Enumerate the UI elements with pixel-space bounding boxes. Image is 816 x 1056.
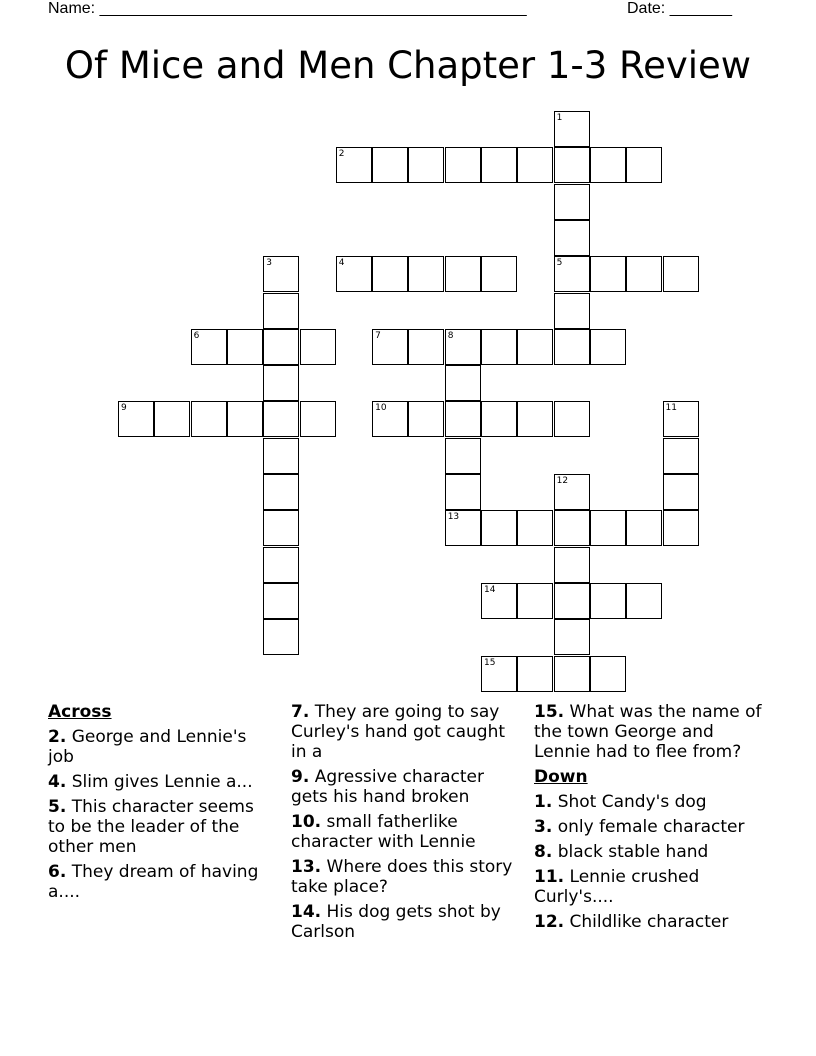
grid-cell[interactable]	[263, 256, 299, 292]
clue-number: 8	[447, 330, 454, 341]
grid-cell[interactable]	[445, 474, 481, 510]
grid-cell[interactable]	[663, 474, 699, 510]
grid-cell[interactable]	[481, 656, 517, 692]
grid-cell[interactable]	[517, 656, 553, 692]
grid-cell[interactable]	[663, 438, 699, 474]
page-title: Of Mice and Men Chapter 1-3 Review	[64, 44, 752, 87]
grid-cell[interactable]	[626, 510, 662, 546]
grid-cell[interactable]	[445, 365, 481, 401]
grid-cell[interactable]	[263, 293, 299, 329]
grid-cell[interactable]	[263, 365, 299, 401]
clue-number: 1	[556, 113, 563, 123]
grid-cell[interactable]	[554, 510, 590, 546]
grid-cell[interactable]	[481, 401, 517, 437]
grid-cell[interactable]	[554, 583, 590, 619]
clue-down-11: 11. Lennie crushed Curly's....	[534, 867, 700, 907]
clue-number: 3	[266, 258, 272, 269]
grid-cell[interactable]	[517, 147, 553, 183]
grid-cell[interactable]	[554, 656, 590, 692]
date-field-label[interactable]: Date: _______	[627, 0, 732, 17]
grid-cell[interactable]	[263, 329, 299, 365]
grid-cell[interactable]	[554, 474, 590, 510]
clue-across-9: 9. Agressive character gets his hand broken	[291, 767, 484, 807]
grid-cell[interactable]	[227, 329, 263, 365]
grid-cell[interactable]	[445, 329, 481, 365]
clues-column-3	[534, 702, 774, 937]
clue-number: 11	[665, 403, 677, 414]
clue-number: 6	[193, 330, 200, 341]
grid-cell[interactable]	[590, 256, 626, 292]
grid-cell[interactable]	[554, 401, 590, 437]
grid-cell[interactable]	[263, 401, 299, 437]
clues-column-1	[48, 702, 273, 907]
grid-cell[interactable]	[408, 329, 444, 365]
grid-cell[interactable]	[590, 510, 626, 546]
grid-cell[interactable]	[554, 256, 590, 292]
grid-cell[interactable]	[191, 401, 227, 437]
grid-cell[interactable]	[554, 547, 590, 583]
grid-cell[interactable]	[626, 147, 662, 183]
grid-cell[interactable]	[372, 147, 408, 183]
clues-column-2	[291, 702, 519, 947]
clue-across-5: 5. This character seems to be the leader of the other men	[48, 797, 254, 857]
grid-cell[interactable]	[336, 147, 372, 183]
grid-cell[interactable]	[517, 401, 553, 437]
grid-cell[interactable]	[590, 147, 626, 183]
grid-cell[interactable]	[263, 583, 299, 619]
clue-number: 12	[556, 476, 569, 486]
clue-number: 14	[484, 584, 496, 595]
grid-cell[interactable]	[481, 510, 517, 546]
name-field-label[interactable]: Name: ________________________________________________	[48, 0, 527, 17]
grid-cell[interactable]	[300, 329, 336, 365]
grid-cell[interactable]	[263, 474, 299, 510]
grid-cell[interactable]	[554, 619, 590, 655]
down-heading: Down	[534, 767, 588, 787]
grid-cell[interactable]	[481, 256, 517, 292]
clue-across-4: 4. Slim gives Lennie a...	[48, 772, 253, 792]
grid-cell[interactable]	[517, 583, 553, 619]
clue-down-3: 3. only female character	[534, 817, 745, 837]
grid-cell[interactable]	[554, 111, 590, 147]
clue-across-15: 15. What was the name of the town George and Lennie had to flee from?	[534, 702, 762, 762]
grid-cell[interactable]	[590, 329, 626, 365]
clue-down-12: 12. Childlike character	[534, 912, 729, 932]
clue-across-2: 2. George and Lennie's job	[48, 727, 247, 767]
grid-cell[interactable]	[372, 256, 408, 292]
grid-cell[interactable]	[481, 329, 517, 365]
grid-cell[interactable]	[445, 438, 481, 474]
grid-cell[interactable]	[590, 656, 626, 692]
grid-cell[interactable]	[481, 583, 517, 619]
grid-cell[interactable]	[263, 619, 299, 655]
grid-cell[interactable]	[626, 583, 662, 619]
grid-cell[interactable]	[554, 147, 590, 183]
grid-cell[interactable]	[227, 401, 263, 437]
grid-cell[interactable]	[663, 401, 699, 437]
clue-number: 2	[338, 149, 345, 160]
clue-number: 10	[375, 403, 387, 414]
clue-number: 5	[556, 258, 563, 269]
across-heading: Across	[48, 702, 112, 722]
grid-cell[interactable]	[300, 401, 336, 437]
grid-cell[interactable]	[372, 329, 408, 365]
grid-cell[interactable]	[554, 293, 590, 329]
clue-across-13: 13. Where does this story take place?	[291, 857, 513, 897]
grid-cell[interactable]	[408, 147, 444, 183]
clue-down-1: 1. Shot Candy's dog	[534, 792, 707, 812]
clue-across-10: 10. small fatherlike character with Lennie	[291, 812, 476, 852]
grid-cell[interactable]	[336, 256, 372, 292]
clue-number: 15	[484, 657, 496, 668]
clue-number: 9	[121, 403, 127, 414]
grid-cell[interactable]	[663, 510, 699, 546]
grid-cell[interactable]	[408, 256, 444, 292]
grid-cell[interactable]	[590, 583, 626, 619]
grid-cell[interactable]	[154, 401, 190, 437]
grid-cell[interactable]	[372, 401, 408, 437]
clue-across-7: 7. They are going to say Curley's hand got caught in a	[291, 702, 506, 762]
grid-cell[interactable]	[263, 547, 299, 583]
grid-cell[interactable]	[517, 329, 553, 365]
grid-cell[interactable]	[517, 510, 553, 546]
grid-cell[interactable]	[481, 147, 517, 183]
clue-across-14: 14. His dog gets shot by Carlson	[291, 902, 501, 942]
grid-cell[interactable]	[554, 184, 590, 220]
clue-number: 4	[338, 258, 345, 269]
grid-cell[interactable]	[445, 401, 481, 437]
grid-cell[interactable]	[663, 256, 699, 292]
clue-number: 13	[447, 512, 460, 523]
clue-across-6: 6. They dream of having a....	[48, 862, 259, 902]
grid-cell[interactable]	[445, 147, 481, 183]
clue-number: 7	[375, 330, 381, 341]
grid-cell[interactable]	[445, 510, 481, 546]
grid-cell[interactable]	[191, 329, 227, 365]
grid-cell[interactable]	[118, 401, 154, 437]
grid-cell[interactable]	[626, 256, 662, 292]
grid-cell[interactable]	[408, 401, 444, 437]
grid-cell[interactable]	[445, 256, 481, 292]
clue-down-8: 8. black stable hand	[534, 842, 709, 862]
grid-cell[interactable]	[554, 220, 590, 256]
grid-cell[interactable]	[554, 329, 590, 365]
grid-cell[interactable]	[263, 438, 299, 474]
grid-cell[interactable]	[263, 510, 299, 546]
